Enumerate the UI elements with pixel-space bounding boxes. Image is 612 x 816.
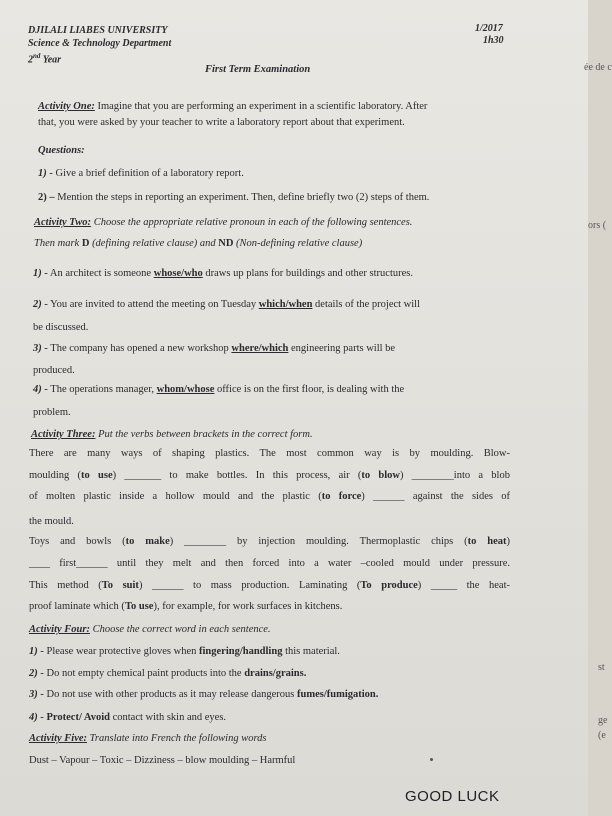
back-sheet-text-5: (e <box>598 730 606 741</box>
activity-one-line-1: Activity One: Imagine that you are performing an experiment in a scientific laboratory. After <box>38 101 428 112</box>
activity-three-heading: Activity Three: Put the verbs between brackets in the correct form. <box>31 429 313 440</box>
activity-five-words: Dust – Vapour – Toxic – Dizziness – blow moulding – Harmful <box>29 755 296 766</box>
back-sheet-text-2: ors ( <box>588 220 607 231</box>
activity-two-sentence-2-cont: be discussed. <box>33 322 89 333</box>
activity-two-sentence-4: 4) - The operations manager, whom/whose office is on the first floor, is dealing with the <box>33 384 405 395</box>
activity-two-sentence-4-cont: problem. <box>33 407 71 418</box>
back-sheet-text-4: ge <box>598 715 608 726</box>
back-sheet-text-3: st <box>598 662 605 673</box>
activity-three-text-2: moulding (to use) _______ to make bottles. In this process, air (to blow) ________into a blob <box>29 470 510 481</box>
year-label: 2nd Year <box>28 52 62 66</box>
activity-five-heading: Activity Five: Translate into French the following words <box>29 733 267 744</box>
activity-three-text-4: the mould. <box>29 516 74 527</box>
activity-four-heading: Activity Four: Choose the correct word in each sentence. <box>29 624 271 635</box>
activity-three-text-6: ____ first______ until they melt and then forced into a water –cooled mould under pressure. <box>29 558 510 569</box>
question-1: 1) - Give a brief definition of a laboratory report. <box>38 168 244 179</box>
activity-four-sentence-3: 3) - Do not use with other products as it may release dangerous fumes/fumigation. <box>29 689 379 700</box>
good-luck: GOOD LUCK <box>405 788 500 805</box>
activity-two-sentence-2: 2) - You are invited to attend the meeting on Tuesday which/when details of the project will <box>33 299 421 310</box>
exam-title: First Term Examination <box>205 64 311 75</box>
activity-one-line-2: that, you were asked by your teacher to write a laboratory report about that experiment. <box>38 117 405 128</box>
activity-two-sentence-3: 3) - The company has opened a new workshop where/which engineering parts will be <box>33 343 396 354</box>
activity-three-text-3: of molten plastic inside a hollow mould and the plastic (to force) ______ against the sides of <box>29 491 510 502</box>
activity-three-text-1: There are many ways of shaping plastics. The most common way is by moulding. Blow- <box>29 448 510 459</box>
department-name: Science & Technology Department <box>28 38 172 49</box>
questions-label: Questions: <box>38 145 85 156</box>
question-2: 2) – Mention the steps in reporting an experiment. Then, define briefly two (2) steps of them. <box>38 192 430 203</box>
activity-three-text-8: proof laminate which (To use), for example, for work surfaces in kitchens. <box>29 601 343 612</box>
ink-dot <box>430 758 433 761</box>
underlying-sheet <box>584 0 612 816</box>
university-name: DJILALI LIABES UNIVERSITY <box>28 25 168 36</box>
activity-three-text-5: Toys and bowls (to make) ________ by injection moulding. Thermoplastic chips (to heat) <box>29 536 510 547</box>
exam-date: 1/2017 <box>475 23 503 34</box>
exam-duration: 1h30 <box>483 35 504 46</box>
activity-two-sentence-1: 1) - An architect is someone whose/who draws up plans for buildings and other structures. <box>33 268 414 279</box>
activity-four-sentence-4: 4) - Protect/ Avoid contact with skin and eyes. <box>29 712 227 723</box>
back-sheet-text-1: ée de c <box>584 62 612 73</box>
activity-four-sentence-1: 1) - Please wear protective gloves when fingering/handling this material. <box>29 646 340 657</box>
activity-two-line-1: Activity Two: Choose the appropriate relative pronoun in each of the following sentences. <box>34 217 413 228</box>
activity-two-sentence-3-cont: produced. <box>33 365 75 376</box>
activity-three-text-7: This method (To suit) ______ to mass production. Laminating (To produce) _____ the heat- <box>29 580 510 591</box>
activity-four-sentence-2: 2) - Do not empty chemical paint products into the drains/grains. <box>29 668 307 679</box>
activity-two-line-2: Then mark D (defining relative clause) and ND (Non-defining relative clause) <box>34 238 363 249</box>
